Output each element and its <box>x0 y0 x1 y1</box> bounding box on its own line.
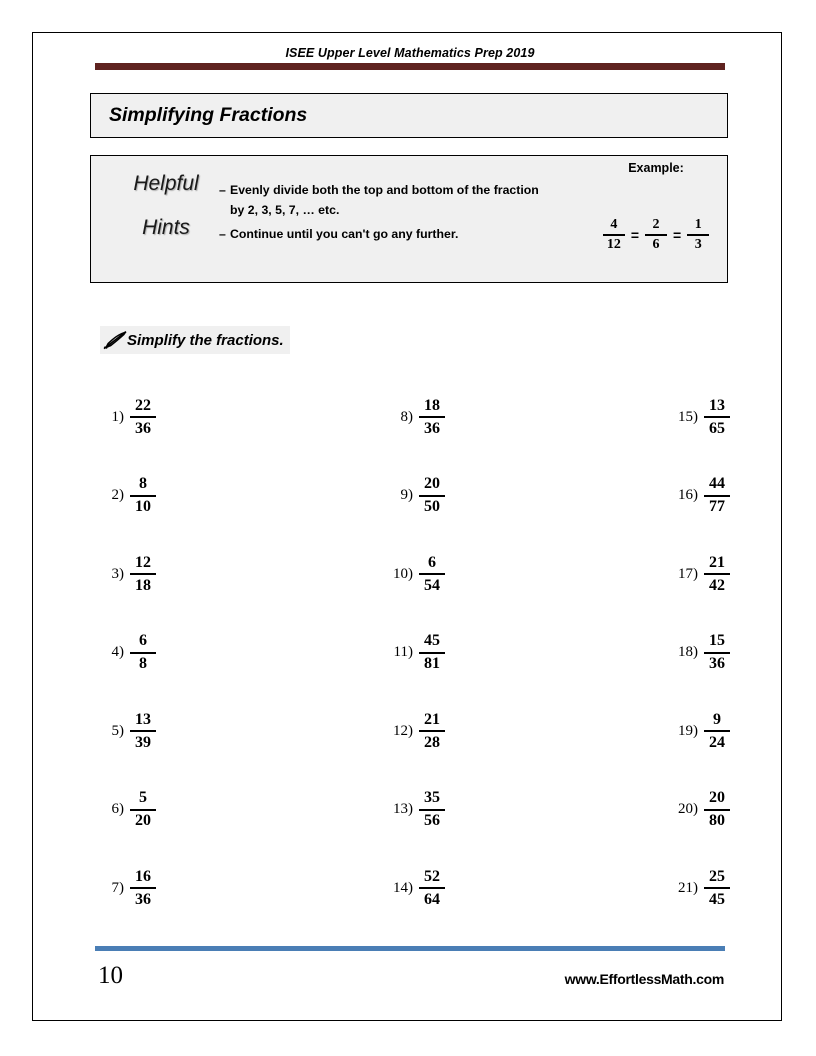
fraction-numerator: 20 <box>424 475 440 493</box>
fraction-bar <box>687 234 709 236</box>
fraction-numerator: 18 <box>424 396 440 414</box>
problem-number: 5) <box>111 722 124 739</box>
fraction-bar <box>419 887 445 889</box>
fraction-denominator: 8 <box>139 655 147 673</box>
website-url: www.EffortlessMath.com <box>564 971 724 987</box>
fraction-denominator: 24 <box>709 733 725 751</box>
fraction-bar <box>704 573 730 575</box>
problem-item <box>100 535 272 614</box>
fraction-denominator: 36 <box>135 890 151 908</box>
problem-number: 10) <box>393 565 413 582</box>
hint-item <box>219 180 549 220</box>
problem-item <box>445 378 730 457</box>
fraction-denominator: 6 <box>652 236 660 252</box>
fraction-denominator: 64 <box>424 890 440 908</box>
fraction-bar <box>419 573 445 575</box>
problem-number: 3) <box>111 565 124 582</box>
fraction-bar <box>130 730 156 732</box>
problem-number: 11) <box>393 644 413 661</box>
hints-list <box>219 180 549 248</box>
fraction-denominator: 81 <box>424 655 440 673</box>
problem-item <box>100 771 272 850</box>
fraction-denominator: 36 <box>424 419 440 437</box>
fraction-denominator: 80 <box>709 812 725 830</box>
problem-number: 9) <box>400 487 413 504</box>
fraction-bar <box>704 652 730 654</box>
problem-fraction <box>704 555 730 594</box>
fraction-numerator: 52 <box>424 867 440 885</box>
problem-fraction <box>419 790 445 829</box>
fraction-denominator: 39 <box>135 733 151 751</box>
fraction-denominator: 54 <box>424 576 440 594</box>
fraction-bar <box>704 416 730 418</box>
problem-item <box>100 692 272 771</box>
fraction-denominator: 42 <box>709 576 725 594</box>
problem-fraction <box>130 555 156 594</box>
problem-number: 12) <box>393 722 413 739</box>
problem-number: 6) <box>111 801 124 818</box>
fraction-bar <box>130 495 156 497</box>
helpful-hints-box <box>90 155 728 283</box>
header-rule <box>95 63 725 70</box>
pencil-icon <box>102 330 128 350</box>
problem-number: 17) <box>678 565 698 582</box>
fraction-denominator: 50 <box>424 498 440 516</box>
fraction-denominator: 28 <box>424 733 440 751</box>
problem-fraction <box>704 398 730 437</box>
problem-number: 16) <box>678 487 698 504</box>
fraction-numerator: 44 <box>709 475 725 493</box>
problem-fraction <box>419 476 445 515</box>
fraction-denominator: 18 <box>135 576 151 594</box>
problem-item <box>272 457 445 536</box>
problem-item <box>272 535 445 614</box>
fraction-bar <box>419 495 445 497</box>
fraction-numerator: 20 <box>709 789 725 807</box>
problem-item <box>445 771 730 850</box>
example-equation <box>581 218 731 252</box>
hint-item <box>219 224 549 244</box>
problem-item <box>272 771 445 850</box>
equals-sign: = <box>673 226 682 243</box>
problem-fraction <box>704 476 730 515</box>
fraction-denominator: 20 <box>135 812 151 830</box>
problem-item <box>445 535 730 614</box>
fraction-numerator: 35 <box>424 789 440 807</box>
instruction-strip <box>100 326 290 354</box>
problem-fraction <box>419 555 445 594</box>
problem-fraction <box>419 712 445 751</box>
fraction-bar <box>645 234 667 236</box>
problem-fraction <box>130 712 156 751</box>
problem-fraction <box>419 869 445 908</box>
hint-dash: – <box>219 183 226 197</box>
problem-fraction <box>130 633 156 672</box>
section-title-box <box>90 93 728 138</box>
problem-number: 13) <box>393 801 413 818</box>
problem-item <box>445 849 730 928</box>
fraction-bar <box>704 809 730 811</box>
problem-item <box>445 457 730 536</box>
fraction-numerator: 12 <box>135 553 151 571</box>
fraction-bar <box>419 652 445 654</box>
fraction-denominator: 56 <box>424 812 440 830</box>
fraction-numerator: 4 <box>610 217 618 232</box>
example-fraction-2 <box>645 218 667 252</box>
fraction-denominator: 36 <box>709 655 725 673</box>
hints-label-line1: Helpful <box>133 172 199 195</box>
problem-item <box>445 692 730 771</box>
example-fraction-1 <box>603 218 625 252</box>
fraction-bar <box>130 573 156 575</box>
running-head-title: ISEE Upper Level Mathematics Prep 2019 <box>285 46 535 60</box>
problem-fraction <box>704 790 730 829</box>
example-fraction-3 <box>687 218 709 252</box>
hints-label-line2: Hints <box>142 216 190 239</box>
problem-number: 21) <box>678 879 698 896</box>
fraction-numerator: 16 <box>135 867 151 885</box>
problem-fraction <box>130 398 156 437</box>
problem-fraction <box>704 633 730 672</box>
fraction-bar <box>130 887 156 889</box>
fraction-numerator: 9 <box>713 710 721 728</box>
problem-item <box>272 378 445 457</box>
fraction-bar <box>130 809 156 811</box>
problem-item <box>272 614 445 693</box>
hint-dash: – <box>219 227 226 241</box>
fraction-numerator: 25 <box>709 867 725 885</box>
problem-number: 19) <box>678 722 698 739</box>
page-title: Simplifying Fractions <box>109 104 308 126</box>
fraction-denominator: 3 <box>694 236 702 252</box>
fraction-numerator: 6 <box>428 553 436 571</box>
problem-fraction <box>704 869 730 908</box>
fraction-numerator: 22 <box>135 396 151 414</box>
example-label: Example: <box>628 161 684 175</box>
problem-item <box>100 614 272 693</box>
problem-number: 14) <box>393 879 413 896</box>
problem-number: 2) <box>111 487 124 504</box>
problem-fraction <box>419 633 445 672</box>
fraction-denominator: 45 <box>709 890 725 908</box>
problem-fraction <box>704 712 730 751</box>
fraction-numerator: 8 <box>139 475 147 493</box>
fraction-numerator: 21 <box>424 710 440 728</box>
fraction-bar <box>704 887 730 889</box>
problem-number: 15) <box>678 408 698 425</box>
hint-text: Evenly divide both the top and bottom of the fraction by 2, 3, 5, 7, … etc. <box>230 183 539 217</box>
instruction-text: Simplify the fractions. <box>127 331 284 349</box>
problem-number: 1) <box>111 408 124 425</box>
problem-number: 8) <box>400 408 413 425</box>
footer-rule <box>95 946 725 951</box>
fraction-numerator: 5 <box>139 789 147 807</box>
fraction-bar <box>704 495 730 497</box>
fraction-bar <box>704 730 730 732</box>
fraction-denominator: 36 <box>135 419 151 437</box>
fraction-numerator: 13 <box>135 710 151 728</box>
hint-text: Continue until you can't go any further. <box>230 227 459 241</box>
fraction-bar <box>419 809 445 811</box>
fraction-bar <box>130 416 156 418</box>
fraction-numerator: 21 <box>709 553 725 571</box>
problem-number: 7) <box>111 879 124 896</box>
problem-number: 20) <box>678 801 698 818</box>
problem-item <box>100 457 272 536</box>
fraction-denominator: 12 <box>606 236 621 252</box>
problem-fraction <box>130 476 156 515</box>
problem-number: 4) <box>111 644 124 661</box>
fraction-denominator: 77 <box>709 498 725 516</box>
problems-grid <box>100 378 730 928</box>
fraction-denominator: 65 <box>709 419 725 437</box>
equals-sign: = <box>630 226 639 243</box>
problem-item <box>272 849 445 928</box>
problem-item <box>100 849 272 928</box>
fraction-bar <box>419 730 445 732</box>
problem-fraction <box>130 869 156 908</box>
fraction-numerator: 2 <box>652 217 660 232</box>
fraction-denominator: 10 <box>135 498 151 516</box>
fraction-numerator: 13 <box>709 396 725 414</box>
problem-item <box>100 378 272 457</box>
page-number: 10 <box>98 962 123 989</box>
fraction-bar <box>130 652 156 654</box>
fraction-numerator: 6 <box>139 632 147 650</box>
problem-item <box>445 614 730 693</box>
helpful-hints-label <box>107 162 225 250</box>
fraction-bar <box>419 416 445 418</box>
problem-item <box>272 692 445 771</box>
problem-fraction <box>130 790 156 829</box>
fraction-numerator: 45 <box>424 632 440 650</box>
fraction-bar <box>603 234 625 236</box>
problem-number: 18) <box>678 644 698 661</box>
problem-fraction <box>419 398 445 437</box>
fraction-numerator: 1 <box>694 217 702 232</box>
fraction-numerator: 15 <box>709 632 725 650</box>
